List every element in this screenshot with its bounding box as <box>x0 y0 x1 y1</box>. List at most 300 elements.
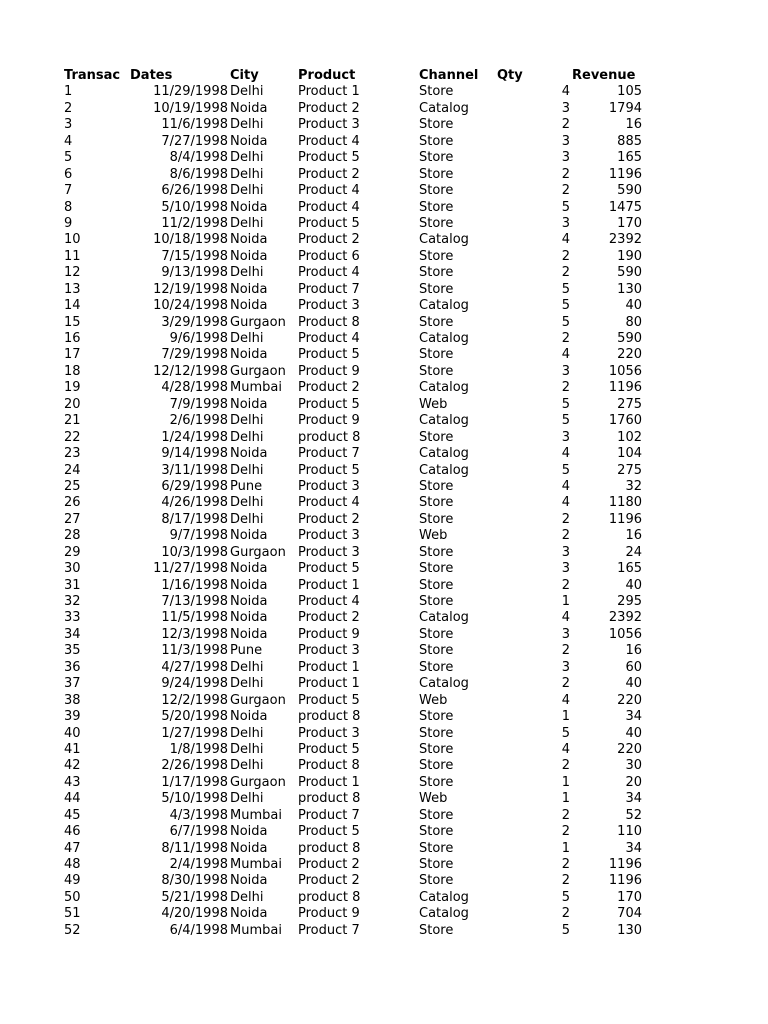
cell-date[interactable]: 11/2/1998 <box>161 215 228 231</box>
cell-revenue[interactable]: 110 <box>617 824 642 840</box>
cell-channel[interactable]: Store <box>419 758 454 774</box>
cell-city[interactable]: Delhi <box>230 791 264 807</box>
cell-date[interactable]: 5/10/1998 <box>161 791 228 807</box>
cell-date[interactable]: 9/6/1998 <box>169 331 228 346</box>
cell-city[interactable]: Noida <box>230 840 268 856</box>
cell-product[interactable]: Product 2 <box>298 232 360 248</box>
cell-city[interactable]: Delhi <box>230 117 264 133</box>
cell-transaction[interactable]: 20 <box>64 396 81 412</box>
cell-qty[interactable]: 5 <box>561 396 570 412</box>
cell-channel[interactable]: Store <box>419 117 454 133</box>
cell-channel[interactable]: Store <box>419 840 454 856</box>
cell-product[interactable]: Product 8 <box>298 758 360 774</box>
cell-product[interactable]: Product 7 <box>298 281 360 297</box>
cell-date[interactable]: 6/4/1998 <box>169 922 228 938</box>
cell-date[interactable]: 1/24/1998 <box>161 429 228 445</box>
cell-city[interactable]: Delhi <box>230 889 264 905</box>
cell-qty[interactable]: 3 <box>561 544 570 560</box>
cell-date[interactable]: 4/3/1998 <box>169 807 228 823</box>
cell-transaction[interactable]: 2 <box>64 100 73 116</box>
cell-revenue[interactable]: 275 <box>617 462 642 478</box>
cell-revenue[interactable]: 165 <box>617 150 642 166</box>
cell-date[interactable]: 11/3/1998 <box>161 643 228 659</box>
cell-transaction[interactable]: 5 <box>64 150 73 166</box>
cell-revenue[interactable]: 1196 <box>608 873 642 889</box>
cell-transaction[interactable]: 43 <box>64 774 81 790</box>
cell-revenue[interactable]: 220 <box>617 741 642 757</box>
header-dates[interactable]: Dates <box>130 68 173 83</box>
cell-revenue[interactable]: 105 <box>617 84 642 100</box>
cell-revenue[interactable]: 34 <box>625 840 642 856</box>
cell-city[interactable]: Noida <box>230 446 268 462</box>
cell-product[interactable]: Product 4 <box>298 594 360 609</box>
cell-channel[interactable]: Web <box>419 528 448 544</box>
cell-transaction[interactable]: 28 <box>64 528 81 544</box>
cell-qty[interactable]: 4 <box>561 495 570 511</box>
cell-channel[interactable]: Store <box>419 561 454 577</box>
cell-revenue[interactable]: 20 <box>625 774 642 790</box>
cell-city[interactable]: Delhi <box>230 495 264 511</box>
cell-revenue[interactable]: 295 <box>617 594 642 609</box>
cell-revenue[interactable]: 220 <box>617 692 642 708</box>
cell-channel[interactable]: Catalog <box>419 298 469 314</box>
cell-transaction[interactable]: 7 <box>64 183 73 199</box>
cell-product[interactable]: Product 2 <box>298 610 360 626</box>
cell-channel[interactable]: Store <box>419 314 454 330</box>
cell-qty[interactable]: 1 <box>561 709 570 725</box>
cell-qty[interactable]: 3 <box>561 626 570 642</box>
cell-channel[interactable]: Store <box>419 774 454 790</box>
cell-date[interactable]: 5/20/1998 <box>161 709 228 725</box>
cell-city[interactable]: Gurgaon <box>230 544 286 560</box>
cell-qty[interactable]: 3 <box>561 100 570 116</box>
cell-channel[interactable]: Store <box>419 709 454 725</box>
cell-revenue[interactable]: 275 <box>617 396 642 412</box>
cell-channel[interactable]: Store <box>419 183 454 199</box>
cell-channel[interactable]: Web <box>419 791 448 807</box>
cell-transaction[interactable]: 31 <box>64 577 81 593</box>
cell-product[interactable]: Product 1 <box>298 659 360 675</box>
cell-transaction[interactable]: 33 <box>64 610 81 626</box>
cell-transaction[interactable]: 27 <box>64 511 81 527</box>
cell-qty[interactable]: 2 <box>561 166 570 182</box>
cell-product[interactable]: product 8 <box>298 889 361 905</box>
cell-qty[interactable]: 5 <box>561 199 570 215</box>
cell-date[interactable]: 5/21/1998 <box>161 889 228 905</box>
cell-product[interactable]: Product 1 <box>298 84 360 100</box>
cell-city[interactable]: Delhi <box>230 150 264 166</box>
cell-channel[interactable]: Store <box>419 265 454 281</box>
cell-date[interactable]: 7/13/1998 <box>161 594 228 609</box>
cell-qty[interactable]: 5 <box>561 462 570 478</box>
cell-revenue[interactable]: 30 <box>625 758 642 774</box>
cell-date[interactable]: 4/27/1998 <box>161 659 228 675</box>
cell-qty[interactable]: 4 <box>561 446 570 462</box>
cell-revenue[interactable]: 190 <box>617 248 642 264</box>
cell-channel[interactable]: Catalog <box>419 380 469 396</box>
cell-date[interactable]: 12/2/1998 <box>161 692 228 708</box>
cell-product[interactable]: Product 5 <box>298 824 360 840</box>
cell-transaction[interactable]: 37 <box>64 676 81 692</box>
cell-city[interactable]: Delhi <box>230 215 264 231</box>
cell-date[interactable]: 11/5/1998 <box>161 610 228 626</box>
cell-city[interactable]: Noida <box>230 100 268 116</box>
cell-channel[interactable]: Store <box>419 922 454 938</box>
cell-date[interactable]: 2/4/1998 <box>169 857 228 872</box>
cell-qty[interactable]: 3 <box>561 561 570 577</box>
cell-qty[interactable]: 2 <box>561 643 570 659</box>
cell-revenue[interactable]: 590 <box>617 331 642 346</box>
cell-revenue[interactable]: 590 <box>617 183 642 199</box>
cell-city[interactable]: Noida <box>230 610 268 626</box>
cell-transaction[interactable]: 6 <box>64 166 73 182</box>
header-city[interactable]: City <box>230 68 259 83</box>
cell-product[interactable]: Product 4 <box>298 199 360 215</box>
cell-channel[interactable]: Store <box>419 248 454 264</box>
cell-transaction[interactable]: 41 <box>64 741 81 757</box>
cell-date[interactable]: 10/18/1998 <box>153 232 228 248</box>
cell-channel[interactable]: Store <box>419 84 454 100</box>
cell-revenue[interactable]: 1196 <box>608 511 642 527</box>
cell-transaction[interactable]: 38 <box>64 692 81 708</box>
cell-qty[interactable]: 2 <box>561 758 570 774</box>
cell-product[interactable]: product 8 <box>298 709 361 725</box>
cell-transaction[interactable]: 48 <box>64 857 81 872</box>
cell-transaction[interactable]: 49 <box>64 873 81 889</box>
cell-date[interactable]: 9/14/1998 <box>161 446 228 462</box>
cell-qty[interactable]: 4 <box>561 232 570 248</box>
cell-qty[interactable]: 4 <box>561 347 570 363</box>
cell-date[interactable]: 10/19/1998 <box>153 100 228 116</box>
cell-city[interactable]: Pune <box>230 643 263 659</box>
cell-date[interactable]: 11/6/1998 <box>161 117 228 133</box>
cell-revenue[interactable]: 24 <box>625 544 642 560</box>
cell-qty[interactable]: 5 <box>561 298 570 314</box>
cell-qty[interactable]: 2 <box>561 117 570 133</box>
cell-qty[interactable]: 2 <box>561 528 570 544</box>
cell-channel[interactable]: Store <box>419 824 454 840</box>
cell-date[interactable]: 11/29/1998 <box>153 84 228 100</box>
cell-product[interactable]: Product 3 <box>298 298 360 314</box>
cell-city[interactable]: Mumbai <box>230 922 282 938</box>
cell-date[interactable]: 12/12/1998 <box>153 363 228 379</box>
cell-revenue[interactable]: 2392 <box>608 232 642 248</box>
cell-channel[interactable]: Store <box>419 495 454 511</box>
cell-channel[interactable]: Web <box>419 396 448 412</box>
cell-date[interactable]: 2/6/1998 <box>169 413 228 429</box>
cell-channel[interactable]: Store <box>419 511 454 527</box>
cell-product[interactable]: Product 7 <box>298 807 360 823</box>
cell-date[interactable]: 3/11/1998 <box>161 462 228 478</box>
cell-product[interactable]: Product 1 <box>298 676 360 692</box>
cell-date[interactable]: 7/15/1998 <box>161 248 228 264</box>
cell-qty[interactable]: 3 <box>561 215 570 231</box>
cell-revenue[interactable]: 60 <box>625 659 642 675</box>
cell-date[interactable]: 7/9/1998 <box>169 396 228 412</box>
cell-city[interactable]: Delhi <box>230 183 264 199</box>
cell-city[interactable]: Noida <box>230 709 268 725</box>
cell-product[interactable]: Product 7 <box>298 446 360 462</box>
cell-transaction[interactable]: 45 <box>64 807 81 823</box>
cell-transaction[interactable]: 30 <box>64 561 81 577</box>
cell-qty[interactable]: 2 <box>561 183 570 199</box>
cell-product[interactable]: product 8 <box>298 840 361 856</box>
cell-product[interactable]: Product 9 <box>298 413 360 429</box>
cell-channel[interactable]: Store <box>419 133 454 149</box>
cell-qty[interactable]: 5 <box>561 413 570 429</box>
cell-transaction[interactable]: 19 <box>64 380 81 396</box>
cell-city[interactable]: Noida <box>230 347 268 363</box>
cell-product[interactable]: Product 5 <box>298 692 360 708</box>
cell-city[interactable]: Noida <box>230 133 268 149</box>
cell-date[interactable]: 9/7/1998 <box>169 528 228 544</box>
cell-product[interactable]: Product 4 <box>298 265 360 281</box>
cell-product[interactable]: Product 9 <box>298 626 360 642</box>
cell-date[interactable]: 4/26/1998 <box>161 495 228 511</box>
cell-date[interactable]: 8/4/1998 <box>169 150 228 166</box>
cell-transaction[interactable]: 21 <box>64 413 81 429</box>
cell-transaction[interactable]: 40 <box>64 725 81 741</box>
cell-revenue[interactable]: 1056 <box>608 363 642 379</box>
cell-city[interactable]: Noida <box>230 577 268 593</box>
cell-qty[interactable]: 5 <box>561 725 570 741</box>
cell-channel[interactable]: Store <box>419 150 454 166</box>
cell-channel[interactable]: Store <box>419 643 454 659</box>
cell-city[interactable]: Noida <box>230 199 268 215</box>
cell-date[interactable]: 8/30/1998 <box>161 873 228 889</box>
cell-channel[interactable]: Catalog <box>419 100 469 116</box>
cell-transaction[interactable]: 47 <box>64 840 81 856</box>
cell-product[interactable]: Product 2 <box>298 857 360 872</box>
cell-revenue[interactable]: 130 <box>617 281 642 297</box>
cell-transaction[interactable]: 18 <box>64 363 81 379</box>
cell-revenue[interactable]: 32 <box>625 478 642 494</box>
cell-city[interactable]: Noida <box>230 824 268 840</box>
cell-transaction[interactable]: 26 <box>64 495 81 511</box>
cell-channel[interactable]: Catalog <box>419 232 469 248</box>
cell-qty[interactable]: 2 <box>561 248 570 264</box>
cell-city[interactable]: Noida <box>230 626 268 642</box>
cell-channel[interactable]: Store <box>419 429 454 445</box>
cell-transaction[interactable]: 1 <box>64 84 73 100</box>
cell-product[interactable]: Product 4 <box>298 331 360 346</box>
cell-transaction[interactable]: 9 <box>64 215 73 231</box>
cell-revenue[interactable]: 704 <box>617 906 642 922</box>
cell-city[interactable]: Noida <box>230 298 268 314</box>
cell-revenue[interactable]: 1180 <box>608 495 642 511</box>
cell-product[interactable]: Product 4 <box>298 495 360 511</box>
cell-channel[interactable]: Store <box>419 807 454 823</box>
cell-city[interactable]: Mumbai <box>230 807 282 823</box>
cell-date[interactable]: 9/13/1998 <box>161 265 228 281</box>
cell-revenue[interactable]: 885 <box>617 133 642 149</box>
cell-date[interactable]: 8/11/1998 <box>161 840 228 856</box>
cell-qty[interactable]: 4 <box>561 478 570 494</box>
cell-qty[interactable]: 1 <box>561 840 570 856</box>
cell-revenue[interactable]: 170 <box>617 215 642 231</box>
cell-transaction[interactable]: 25 <box>64 478 81 494</box>
cell-product[interactable]: Product 3 <box>298 643 360 659</box>
cell-product[interactable]: Product 2 <box>298 166 360 182</box>
cell-city[interactable]: Noida <box>230 281 268 297</box>
cell-product[interactable]: product 8 <box>298 791 361 807</box>
cell-date[interactable]: 10/3/1998 <box>161 544 228 560</box>
cell-city[interactable]: Noida <box>230 561 268 577</box>
header-revenue[interactable]: Revenue <box>572 68 636 83</box>
cell-qty[interactable]: 4 <box>561 610 570 626</box>
cell-date[interactable]: 4/28/1998 <box>161 380 228 396</box>
cell-product[interactable]: Product 5 <box>298 347 360 363</box>
cell-qty[interactable]: 4 <box>561 84 570 100</box>
cell-qty[interactable]: 1 <box>561 594 570 609</box>
cell-qty[interactable]: 2 <box>561 676 570 692</box>
cell-qty[interactable]: 2 <box>561 873 570 889</box>
cell-date[interactable]: 12/19/1998 <box>153 281 228 297</box>
cell-transaction[interactable]: 3 <box>64 117 73 133</box>
cell-transaction[interactable]: 8 <box>64 199 73 215</box>
cell-city[interactable]: Delhi <box>230 331 264 346</box>
cell-channel[interactable]: Catalog <box>419 462 469 478</box>
cell-channel[interactable]: Store <box>419 626 454 642</box>
cell-revenue[interactable]: 590 <box>617 265 642 281</box>
cell-qty[interactable]: 2 <box>561 824 570 840</box>
cell-revenue[interactable]: 1794 <box>608 100 642 116</box>
cell-channel[interactable]: Store <box>419 166 454 182</box>
cell-product[interactable]: Product 9 <box>298 363 360 379</box>
cell-city[interactable]: Delhi <box>230 265 264 281</box>
cell-date[interactable]: 10/24/1998 <box>153 298 228 314</box>
cell-product[interactable]: Product 6 <box>298 248 360 264</box>
cell-city[interactable]: Gurgaon <box>230 692 286 708</box>
cell-channel[interactable]: Catalog <box>419 906 469 922</box>
cell-city[interactable]: Noida <box>230 906 268 922</box>
cell-revenue[interactable]: 40 <box>625 725 642 741</box>
cell-product[interactable]: Product 1 <box>298 577 360 593</box>
cell-qty[interactable]: 3 <box>561 150 570 166</box>
cell-qty[interactable]: 3 <box>561 133 570 149</box>
cell-revenue[interactable]: 1196 <box>608 380 642 396</box>
cell-channel[interactable]: Store <box>419 544 454 560</box>
cell-transaction[interactable]: 12 <box>64 265 81 281</box>
cell-revenue[interactable]: 34 <box>625 709 642 725</box>
cell-product[interactable]: Product 1 <box>298 774 360 790</box>
cell-revenue[interactable]: 16 <box>625 643 642 659</box>
cell-channel[interactable]: Store <box>419 659 454 675</box>
cell-date[interactable]: 7/29/1998 <box>161 347 228 363</box>
cell-transaction[interactable]: 50 <box>64 889 81 905</box>
cell-city[interactable]: Noida <box>230 248 268 264</box>
cell-transaction[interactable]: 10 <box>64 232 81 248</box>
cell-transaction[interactable]: 15 <box>64 314 81 330</box>
cell-channel[interactable]: Store <box>419 857 454 872</box>
cell-city[interactable]: Gurgaon <box>230 314 286 330</box>
cell-date[interactable]: 5/10/1998 <box>161 199 228 215</box>
cell-product[interactable]: Product 8 <box>298 314 360 330</box>
cell-channel[interactable]: Catalog <box>419 676 469 692</box>
cell-product[interactable]: Product 5 <box>298 396 360 412</box>
cell-transaction[interactable]: 14 <box>64 298 81 314</box>
cell-channel[interactable]: Store <box>419 478 454 494</box>
cell-qty[interactable]: 2 <box>561 857 570 872</box>
cell-city[interactable]: Noida <box>230 873 268 889</box>
cell-qty[interactable]: 2 <box>561 380 570 396</box>
cell-date[interactable]: 6/7/1998 <box>169 824 228 840</box>
cell-qty[interactable]: 5 <box>561 889 570 905</box>
cell-qty[interactable]: 4 <box>561 692 570 708</box>
cell-revenue[interactable]: 16 <box>625 528 642 544</box>
cell-revenue[interactable]: 16 <box>625 117 642 133</box>
cell-transaction[interactable]: 17 <box>64 347 81 363</box>
cell-date[interactable]: 6/26/1998 <box>161 183 228 199</box>
cell-product[interactable]: Product 2 <box>298 100 360 116</box>
cell-qty[interactable]: 1 <box>561 791 570 807</box>
cell-city[interactable]: Delhi <box>230 84 264 100</box>
cell-product[interactable]: Product 2 <box>298 873 360 889</box>
cell-product[interactable]: Product 3 <box>298 528 360 544</box>
cell-qty[interactable]: 2 <box>561 577 570 593</box>
cell-revenue[interactable]: 130 <box>617 922 642 938</box>
cell-transaction[interactable]: 44 <box>64 791 81 807</box>
cell-qty[interactable]: 5 <box>561 281 570 297</box>
cell-channel[interactable]: Store <box>419 215 454 231</box>
cell-city[interactable]: Delhi <box>230 429 264 445</box>
cell-channel[interactable]: Web <box>419 692 448 708</box>
cell-product[interactable]: Product 2 <box>298 511 360 527</box>
cell-revenue[interactable]: 1760 <box>608 413 642 429</box>
cell-qty[interactable]: 2 <box>561 265 570 281</box>
cell-qty[interactable]: 5 <box>561 314 570 330</box>
cell-transaction[interactable]: 46 <box>64 824 81 840</box>
cell-city[interactable]: Delhi <box>230 462 264 478</box>
cell-revenue[interactable]: 40 <box>625 577 642 593</box>
cell-city[interactable]: Noida <box>230 396 268 412</box>
cell-product[interactable]: Product 3 <box>298 544 360 560</box>
cell-product[interactable]: Product 7 <box>298 922 360 938</box>
cell-date[interactable]: 7/27/1998 <box>161 133 228 149</box>
cell-transaction[interactable]: 24 <box>64 462 81 478</box>
cell-city[interactable]: Delhi <box>230 511 264 527</box>
cell-qty[interactable]: 1 <box>561 774 570 790</box>
cell-qty[interactable]: 3 <box>561 659 570 675</box>
cell-revenue[interactable]: 2392 <box>608 610 642 626</box>
cell-product[interactable]: Product 5 <box>298 561 360 577</box>
cell-channel[interactable]: Store <box>419 281 454 297</box>
cell-city[interactable]: Noida <box>230 528 268 544</box>
cell-transaction[interactable]: 29 <box>64 544 81 560</box>
cell-date[interactable]: 1/8/1998 <box>169 741 228 757</box>
cell-transaction[interactable]: 16 <box>64 331 81 346</box>
cell-qty[interactable]: 3 <box>561 429 570 445</box>
cell-channel[interactable]: Store <box>419 725 454 741</box>
cell-product[interactable]: Product 5 <box>298 150 360 166</box>
cell-qty[interactable]: 2 <box>561 807 570 823</box>
cell-transaction[interactable]: 34 <box>64 626 81 642</box>
cell-channel[interactable]: Store <box>419 594 454 609</box>
header-product[interactable]: Product <box>298 68 356 83</box>
cell-transaction[interactable]: 42 <box>64 758 81 774</box>
cell-product[interactable]: Product 3 <box>298 117 360 133</box>
cell-date[interactable]: 6/29/1998 <box>161 478 228 494</box>
cell-revenue[interactable]: 34 <box>625 791 642 807</box>
cell-city[interactable]: Delhi <box>230 659 264 675</box>
cell-channel[interactable]: Catalog <box>419 889 469 905</box>
cell-channel[interactable]: Store <box>419 577 454 593</box>
cell-date[interactable]: 3/29/1998 <box>161 314 228 330</box>
cell-city[interactable]: Delhi <box>230 725 264 741</box>
cell-revenue[interactable]: 40 <box>625 298 642 314</box>
cell-city[interactable]: Noida <box>230 594 268 609</box>
cell-city[interactable]: Gurgaon <box>230 363 286 379</box>
